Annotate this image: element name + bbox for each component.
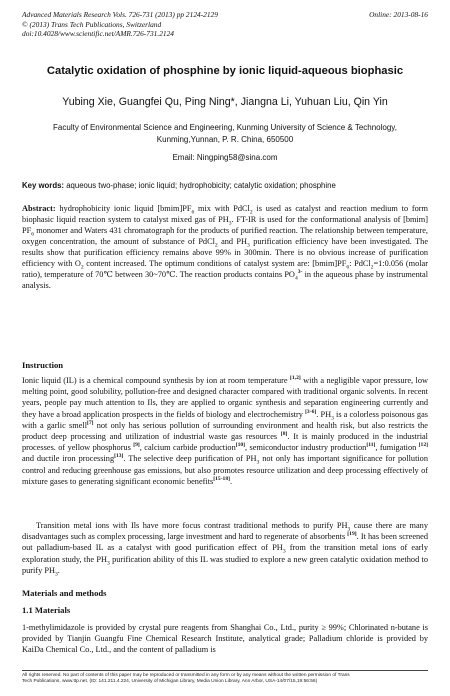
subsection-heading-materials: 1.1 Materials [22, 605, 71, 615]
journal-citation: Advanced Materials Research Vols. 726-731 (2013) pp 2124-2129 [22, 10, 218, 19]
contact-email: Email: Ningping58@sina.com [172, 153, 278, 162]
section-heading-materials-methods: Materials and methods [22, 588, 107, 598]
copyright-line: © (2013) Trans Tech Publications, Switzerland [22, 19, 162, 29]
citation-ref: [12] [418, 442, 428, 449]
footer-line-1: All rights reserved. No part of contents of this paper may be reproduced or transmitted in any form or by any means without the written permission of Trans [22, 673, 350, 678]
keywords [22, 181, 428, 191]
citation-ref: [11] [366, 442, 376, 449]
citation-ref: [8] [280, 431, 288, 438]
keywords-label: Key words: [22, 181, 65, 190]
section-heading-instruction: Instruction [22, 360, 64, 370]
citation-ref: [10] [235, 442, 246, 449]
intro-paragraph-2: Transition metal ions with Ils have more focus contrast traditional methods to purify $PH_3$ cause there are many disadvantages such as complex processing, large investment and hard to regenerate of absorbents [19]. It has been screened out palladium-based IL as a catalyst with good purification effect of $PH_3$ from the transition metal ions of early exploration study, the $PH_3$ purification ability of this IL was studied to explore a new green catalytic oxidation method to purify $PH_3$. [22, 521, 428, 578]
citation-ref: [19] [347, 531, 357, 538]
abstract-label: Abstract: [22, 204, 56, 213]
copyright-footer [22, 673, 428, 685]
author-list: Yubing Xie, Guangfei Qu, Ping Ning*, Jiangna Li, Yuhuan Liu, Qin Yin [62, 96, 388, 108]
doi-line: doi:10.4028/www.scientific.net/AMR.726-731.2124 [22, 29, 174, 39]
affiliation [20, 122, 430, 146]
affiliation-line-1: Faculty of Environmental Science and Engineering, Kunming University of Science & Technology, [53, 123, 397, 132]
affiliation-line-2: Kunming,Yunnan, P. R. China, 650500 [156, 135, 294, 144]
materials-paragraph: 1-methylimidazole is provided by crystal pure reagents from Shanghai Co., Ltd., purity ≥ 99%; Chlorinated n-butane is provided by Tianjin Guangfu Fine Chemical Research Institute, analytical grade; Palladium chloride is provided by KaiDa Chemical Co., Ltd., and the content of palladium is [22, 623, 428, 655]
footer-divider [22, 670, 428, 671]
paper-title: Catalytic oxidation of phosphine by ionic liquid-aqueous biophasic [46, 65, 404, 77]
footer-line-2: Tech Publications, www.ttp.net. (ID: 141.211.4.224, University of Michigan Library, Media Union Library, Ann Arbor, USA-14/07/15,19:56:56) [22, 679, 318, 685]
citation-ref: [3-6] [305, 408, 317, 415]
abstract: Abstract: hydrophobicity ionic liquid $[bmim]PF_6$ mix with PdCl$_2$ is used as catalyst and reaction medium to form biophasic liquid reaction system to catalyst mixed gas of $PH_3$. FT-IR is used for the conformational analysis of [bmim] $PF_6$ monomer and Waters 431 chromatograph for the products of purified reaction. The relationship between temperature, oxygen concentration, the amount of substance of PdCl$_2$ and $PH_3$ purification efficiency have been investigated. The results show that purification efficiency remains above 99% in 300min. There is no obvious increase of purification efficiency with $O_2$ content increased. The optimum conditions of catalyst system are: $[bmim]PF_6$: PdCl$_2$=1:0.056 (molar ratio), temperature of 70℃ between 30~70℃. The reaction products contains $PO_4^{3-}$ in the aqueous phase by instrumental analysis. [22, 204, 429, 291]
citation-ref: [1,2] [290, 375, 301, 382]
citation-ref: [15-18] [213, 476, 231, 483]
citation-ref: [13] [114, 453, 124, 460]
citation-ref: [9] [133, 442, 140, 449]
online-date: Online: 2013-08-16 [369, 10, 428, 19]
keywords-text: aqueous two-phase; ionic liquid; hydrophobicity; catalytic oxidation; phosphine [64, 181, 336, 190]
page-header [22, 10, 428, 39]
intro-paragraph-1: Ionic liquid (IL) is a chemical compound synthesis by ion at room temperature [1,2] with a negligible vapor pressure, low melting point, good solubility, pollution-free and designed character compared with traditional organic solvents. In recent years, people pay much attention to Ils, they are applied to organic synthesis and separation engineering currently and they have a broad application prospects in the fields of biology and electrochemistry [3-6]. $PH_3$ is a colorless poisonous gas with a garlic smell[7] not only has serious pollution of surrounding environment and health risk, but also restricts the product deep processing and utilization of industrial waste gas resources [8]. It is mainly produced in the industrial processes. of yellow phosphorus [9], calcium carbide production[10], semiconductor industry production[11], fumigation [12] and ductile iron processing[13]. The selective deep purification of $PH_3$ not only has important significance for pollution control and reducing greenhouse gas emissions, but also promotes resource utilization and deep processing effectively of mixture gases to generating significant economic benefits[15-18]. [22, 375, 428, 486]
citation-ref: [7] [87, 420, 94, 427]
